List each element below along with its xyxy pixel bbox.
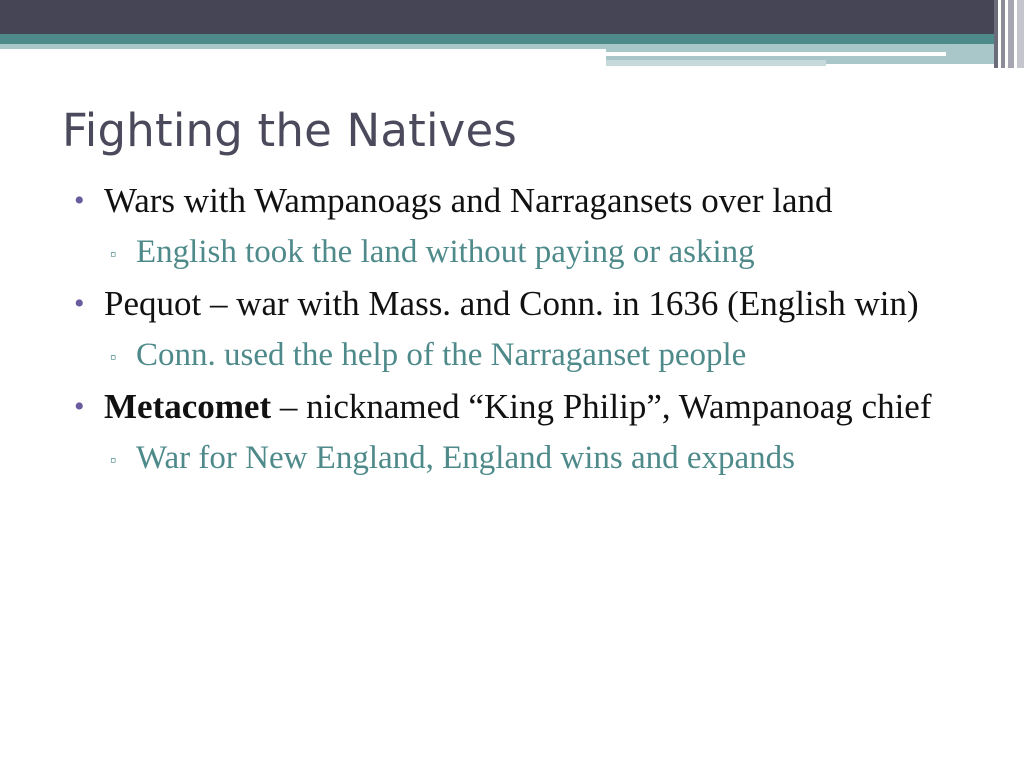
bullet-1-text: Wars with Wampanoags and Narragansets over land bbox=[104, 181, 833, 220]
square-bullet-icon: ▫ bbox=[110, 450, 117, 470]
sub-bullet-item-3 bbox=[74, 437, 974, 479]
sub-bullet-1-text: English took the land without paying or asking bbox=[136, 234, 755, 270]
bullet-item-2 bbox=[74, 281, 974, 326]
sub-bullet-2-text: Conn. used the help of the Narraganset people bbox=[136, 337, 747, 373]
bullet-2-text: Pequot – war with Mass. and Conn. in 1636 (English win) bbox=[104, 284, 919, 323]
sub-bullet-3-text: War for New England, England wins and expands bbox=[136, 440, 796, 476]
square-bullet-icon: ▫ bbox=[110, 347, 117, 367]
header-band-right-line bbox=[606, 52, 946, 56]
bullet-dot-icon: • bbox=[74, 184, 85, 217]
bullet-dot-icon: • bbox=[74, 390, 85, 423]
header-band-right-line-2 bbox=[606, 60, 826, 66]
header-band-teal-light bbox=[0, 44, 610, 49]
bullet-3-text: – nicknamed “King Philip”, Wampanoag chief bbox=[271, 387, 932, 426]
header-right-stripes bbox=[994, 0, 1024, 68]
header-band-teal bbox=[0, 34, 1024, 44]
sub-bullet-item-1 bbox=[74, 231, 974, 273]
slide-content bbox=[74, 178, 974, 487]
bullet-item-3 bbox=[74, 384, 974, 429]
slide-title: Fighting the Natives bbox=[62, 104, 518, 157]
header-band-dark bbox=[0, 0, 1024, 34]
square-bullet-icon: ▫ bbox=[110, 244, 117, 264]
bullet-item-1 bbox=[74, 178, 974, 223]
bullet-dot-icon: • bbox=[74, 287, 85, 320]
bullet-3-bold: Metacomet bbox=[104, 387, 272, 426]
sub-bullet-item-2 bbox=[74, 334, 974, 376]
